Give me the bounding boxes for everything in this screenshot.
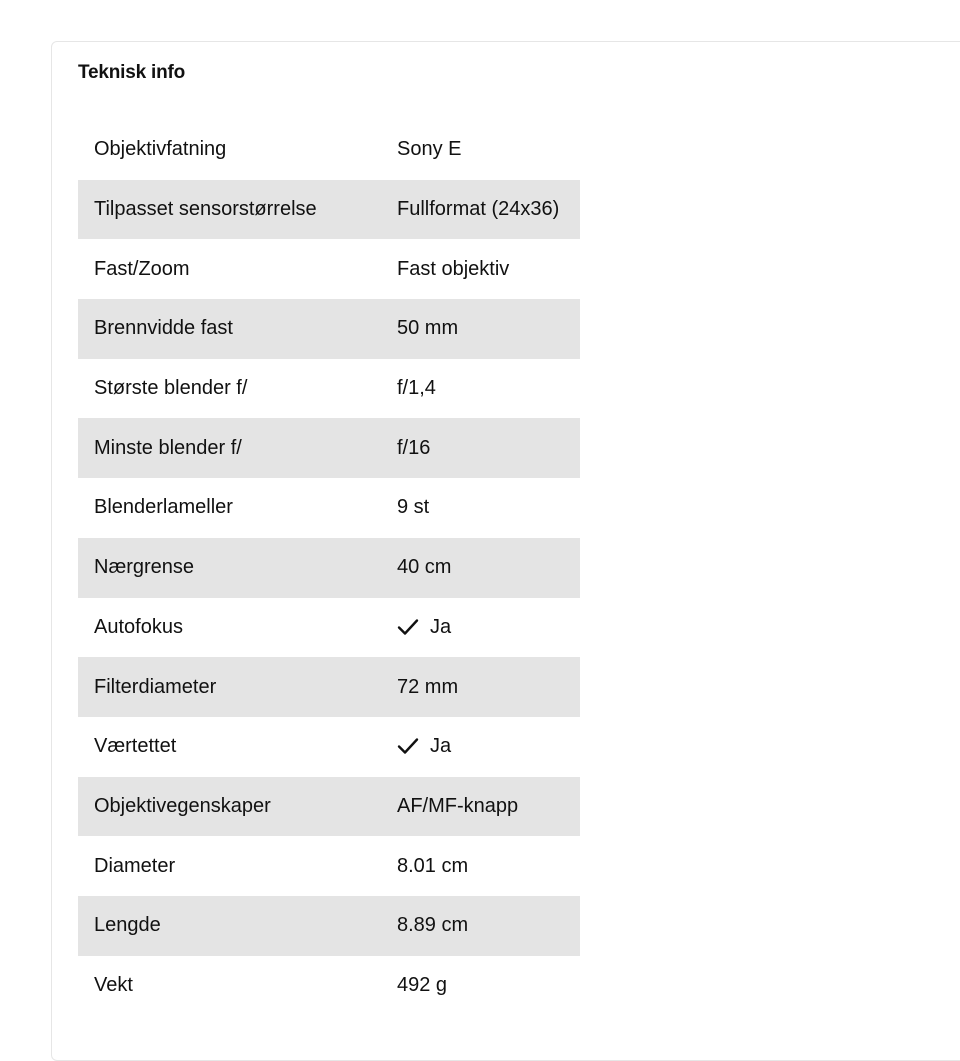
spec-value-cell (397, 478, 580, 538)
spec-value-cell (397, 717, 580, 777)
spec-value: 50 mm (397, 317, 459, 340)
spec-value-cell (397, 239, 580, 299)
spec-value-cell (397, 120, 580, 180)
spec-label: Brennvidde fast (94, 317, 233, 340)
table-row (78, 239, 580, 299)
spec-label: Nærgrense (94, 556, 195, 579)
spec-value: 40 cm (397, 556, 452, 579)
spec-value-cell (397, 777, 580, 837)
spec-label: Vekt (94, 973, 133, 996)
spec-label: Objektivfatning (94, 138, 227, 161)
spec-value: Ja (430, 735, 452, 758)
table-row (78, 299, 580, 359)
spec-value-cell (397, 657, 580, 717)
spec-label: Objektivegenskaper (94, 794, 271, 817)
spec-value: AF/MF-knapp (397, 794, 519, 817)
spec-value-cell (397, 418, 580, 478)
spec-value: 72 mm (397, 675, 459, 698)
spec-value: 8.89 cm (397, 914, 469, 937)
table-row (78, 657, 580, 717)
table-row (78, 418, 580, 478)
spec-value: Fast objektiv (397, 257, 510, 280)
table-row (78, 120, 580, 180)
spec-value: f/1,4 (397, 377, 436, 400)
spec-value-cell (397, 836, 580, 896)
table-row (78, 538, 580, 598)
spec-label: Største blender f/ (94, 377, 248, 400)
spec-label: Autofokus (94, 615, 183, 638)
check-icon (397, 737, 419, 755)
spec-value-cell (397, 956, 580, 1016)
spec-label: Diameter (94, 854, 176, 877)
table-row (78, 180, 580, 240)
spec-value-cell (397, 359, 580, 419)
spec-value: f/16 (397, 436, 431, 459)
spec-value: Sony E (397, 138, 462, 161)
spec-value: Fullformat (24x36) (397, 198, 560, 221)
spec-label: Filterdiameter (94, 675, 217, 698)
spec-value-cell (397, 180, 580, 240)
technical-info-card (51, 41, 960, 1061)
table-row (78, 717, 580, 777)
spec-value: 492 g (397, 973, 448, 996)
table-row (78, 359, 580, 419)
spec-value-cell (397, 896, 580, 956)
spec-label: Lengde (94, 914, 161, 937)
spec-label: Tilpasset sensorstørrelse (94, 198, 317, 221)
spec-table-body (78, 120, 580, 1015)
table-row (78, 836, 580, 896)
spec-table (78, 120, 580, 1015)
spec-value: 9 st (397, 496, 430, 519)
spec-value-cell (397, 299, 580, 359)
table-row (78, 896, 580, 956)
spec-value: 8.01 cm (397, 854, 469, 877)
spec-label: Blenderlameller (94, 496, 233, 519)
spec-value-cell (397, 538, 580, 598)
table-row (78, 777, 580, 837)
spec-value: Ja (430, 615, 452, 638)
check-icon (397, 618, 419, 636)
spec-label: Minste blender f/ (94, 436, 242, 459)
table-row (78, 956, 580, 1016)
spec-value-cell (397, 598, 580, 658)
section-title: Teknisk info (78, 62, 186, 83)
table-row (78, 478, 580, 538)
table-row (78, 598, 580, 658)
spec-label: Fast/Zoom (94, 257, 190, 280)
spec-label: Værtettet (94, 735, 177, 758)
